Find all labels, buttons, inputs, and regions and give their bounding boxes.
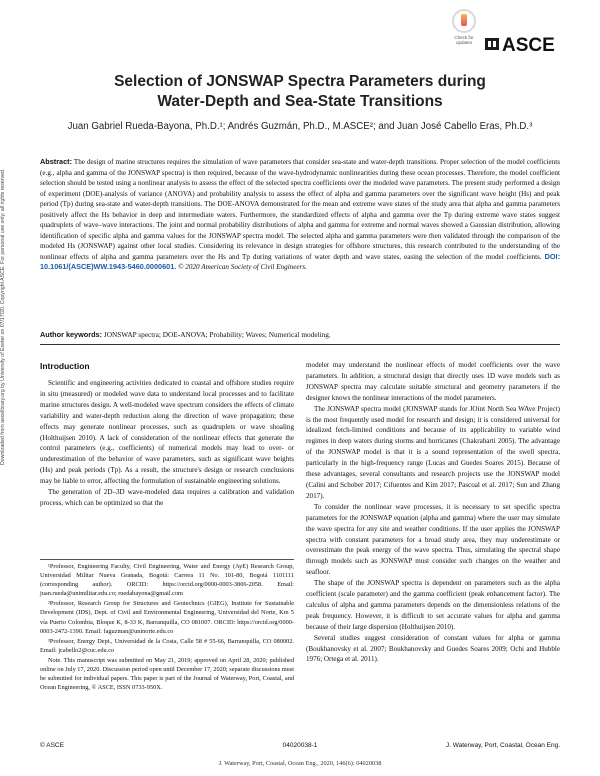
left-column-body [40,378,294,509]
paper-title [40,72,560,112]
keywords [40,330,560,339]
badge-line2: updates [455,40,472,45]
doi-link[interactable]: DOI: 10.1061/(ASCE)WW.1943-5460.0000601. [40,251,560,271]
body-paragraph: To consider the nonlinear wave processes, it is necessary to set specific spectra parameters for the JONSWAP equation (alpha and gamma) where the user may simulate the wave spectra for any site and weather conditions. If the user applies the JONSWAP spectra with constant parameters for a broad study area, they may underestimate or overestimate the peak energy of the wave spectra. Thus, simulating the spectral shape through models such as JONSWAP must consider such changes on the weather and seafloor. [306,502,560,577]
body-paragraph: The shape of the JONSWAP spectra is dependent on parameters such as the alpha coefficient (scale parameter) and the gamma coefficient (peak enhancement factor). The calculus of alpha and gamma parameters depends on the dimensionless relations of the peak frequency. However, it is difficult to set accurate values for alpha and gamma because of their large dispersion (Holthuijsen 2010). [306,579,560,631]
keywords-label: Author keywords: [40,330,103,339]
body-paragraph: The generation of 2D–3D wave-modeled data requires a calibration and validation process, which can be optimized so that the [40,488,294,507]
right-column-body [306,360,560,665]
footnote-divider [40,559,294,560]
bottom-citation: J. Waterway, Port, Coastal, Ocean Eng., 2020, 146(6): 04020038 [218,760,382,767]
footnote: ²Professor, Research Group for Structures and Geotechnics (GIEG), Institute for Sustainable Development (IDS), Dept. of Civil and Environmental Engineering, Universidad del Norte, Km 5 vía Puerto Colombia, Bloque K, 8-33 K, Barranquilla, CO 081007. ORCID: https://orcid.org/0000-0003-2472-1390. Email: faguzman@uninorte.edu.co [40,600,294,635]
abstract-divider [40,344,560,345]
abstract [40,157,560,273]
footnotes [40,562,294,693]
footer-copyright: © ASCE [40,742,64,749]
title-line-1: Selection of JONSWAP Spectra Parameters during [114,73,486,90]
body-paragraph: Scientific and engineering activities dedicated to coastal and offshore studies require in situ (measured) or modeled wave data to understand local processes and to facilitate marine structures design. A well-modeled wave spectrum considers the effects of climate variability and water-depth reduction along the direction of wave propagation; these effects may generate nonlinear processes, such as quadruplets or wave shoaling (Holthuijsen 2010). A lack of consideration of the nonlinear effects that generate the control parameters (e.g., coefficients) of numerical models may lead to over- or underestimation of the behavior of wave parameters, such as significant wave heights (Hs) and peak periods (Tp). As a result, the structure's design or research conclusions may be liable to error, affecting the formulation of sustainable engineering solutions. [40,379,294,486]
abstract-text: The design of marine structures requires the simulation of wave parameters that consider sea-state and water-depth transitions. Proper selection of the model coefficients (e.g., alpha and gamma of the JONSWAP spectra) is then required, because of the wave-hydrodynamic nonlinearities during these ocean processes. Therefore, the model coefficient selection should be tested using a nonlinear analysis to assess the effect of the selected spectra coefficients over the modeled wave parameters. The present study performed a design of experiment (DOE)-analysis of variance (ANOVA) and probability analysis to assess the effect of alpha and gamma parameters over the significant wave height (Hs) and peak period (Tp) during sea-state and water-depth transitions. The DOE-ANOVA demonstrated for the mean and extreme wave states of the study area that alpha and gamma parameters positively affect the Hs behavior in deep and intermediate waters. Furthermore, the standardized effects of alpha and gamma over the Tp during extreme wave states suggest quadruplets of wave–wave interactions. The joint and normal probability distributions of alpha and gamma for extreme and normal waves showed a Gaussian distribution, allowing identification of specific alpha and gamma values for the JONSWAP spectra model. The selected alpha and gamma parameters were then validated through the comparison of the modeled Hs (JONSWAP) against other local studies. Considering its relevance in design strategies for offshore structures, this research contributed to the understanding of the nonlinear effects of alpha and gamma parameters over the Hs and Tp during variations of water depth and wave states, easing the selection of the model coefficients. [40,158,560,261]
check-for-updates-badge[interactable] [450,9,478,47]
body-paragraph: The JONSWAP spectra model (JONSWAP stands for JOint North Sea WAve Project) is the most frequently used model for research and design; it is considered universal for idealized fetch-limited conditions and because of its applicability to variable wind regimes in deep waters during storms and hurricanes (Chakrabarti 2005). The advantage of the JONSWAP model is that it is a sound representation of the swell spectra, particularly in the high-frequency range (Lucas and Guedes Soares 2015). Because of these advantages, several consultants and research projects use the JONSWAP model (Calini and Schober 2017; Cifuentes and Kim 2017; Pascoal et al. 2017; Sun and Zhang 2017). [306,404,560,500]
footer-page-id: 04020038-1 [282,742,318,749]
body-paragraph: Several studies suggest consideration of constant values for alpha or gamma (Boukhanovsky et al. 2007; Boukhanovsky and Guedes Soares 2009; Ochi and Hubble 1976; Ortega et al. 2011). [306,633,560,664]
footnote: ¹Professor, Engineering Faculty, Civil Engineering, Water and Energy (AyE) Research Group, Universidad Militar Nueva Granada, Bogotá: Carrera 11 No. 101-80, Bogotá 1101111 (corresponding author). ORCID: https://orcid.org/0000-0003-3806-2058. Email: juan.rueda@unimilitar.edu.co; ruedabayona@gmail.com [40,563,294,598]
asce-logo-mark [485,38,499,50]
abstract-label: Abstract: [40,157,73,166]
badge-line1: Check for [454,35,474,40]
footnote: ³Professor, Energy Dept., Universidad de la Costa, Calle 58 # 55-66, Barranquilla, CO 080002. Email: jcabello2@cuc.edu.co [40,637,294,654]
copyright-text: © 2020 American Society of Civil Engineers. [178,263,307,271]
download-watermark: Downloaded from ascelibrary.org by University of Exeter on 07/17/20. Copyright ASCE. For personal use only; all rights reserved. [0,168,6,465]
footnote: Note. This manuscript was submitted on May 21, 2019; approved on April 28, 2020; published online on July 17, 2020. Discussion period open until December 17, 2020; separate discussions must be submitted for individual papers. This paper is part of the Journal of Waterway, Port, Coastal, and Ocean Engineering, © ASCE, ISSN 0733-950X. [40,656,294,692]
introduction-heading: Introduction [40,361,90,371]
asce-logo-text: ASCE [502,35,555,54]
asce-logo [485,34,575,54]
title-line-2: Water-Depth and Sea-State Transitions [157,93,443,110]
keywords-text: JONSWAP spectra; DOE-ANOVA; Probability; Waves; Numerical modeling. [103,330,331,339]
body-paragraph: modeler may understand the nonlinear effects of model coefficients over the wave parameters. In addition, a structural design that directly uses 1D wave models such as JONSWAP spectra may calculate suitable structural and geometry parameters if the designer knows the nonlinear interactions of the model parameters. [306,361,560,402]
footer-journal: J. Waterway, Port, Coastal, Ocean Eng. [445,742,560,749]
author-list: Juan Gabriel Rueda-Bayona, Ph.D.¹; Andrés Guzmán, Ph.D., M.ASCE²; and Juan José Cabello Eras, Ph.D.³ [67,121,533,132]
check-updates-icon [452,9,476,33]
